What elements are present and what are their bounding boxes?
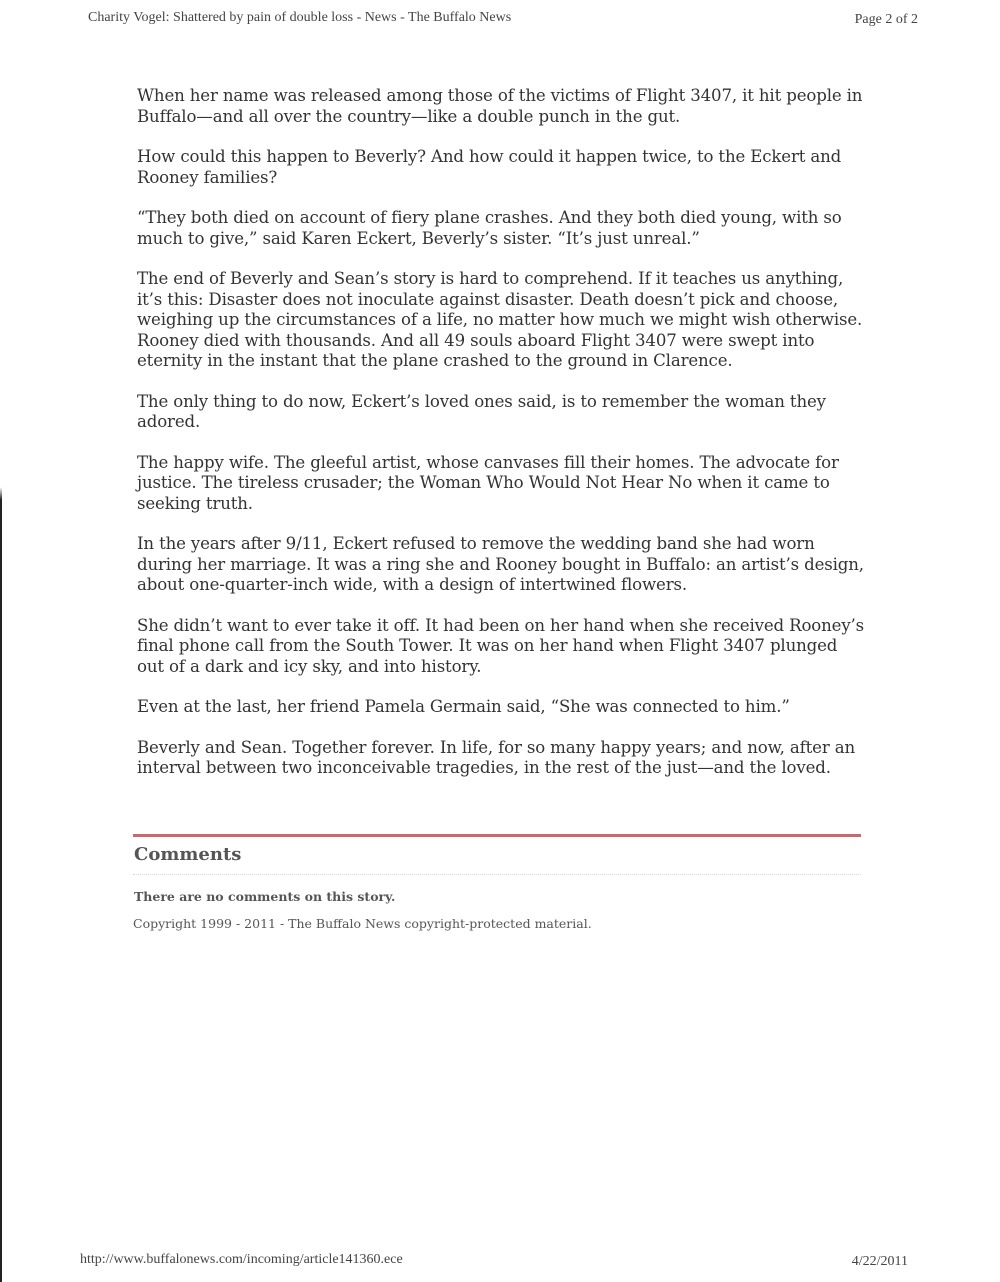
copyright-notice: Copyright 1999 - 2011 - The Buffalo News copyright-protected material. xyxy=(133,916,592,931)
article-paragraph: The end of Beverly and Sean’s story is hard to comprehend. If it teaches us anything, it’s this: Disaster does not inoculate against disaster. Death doesn’t pick and choose, weighing up the circumstances of a life, no matter how much we might wish otherwise. Rooney died with thousands. And all 49 souls aboard Flight 3407 were swept into eternity in the instant that the plane crashed to the ground in Clarence. xyxy=(137,269,863,370)
comments-divider xyxy=(133,874,861,875)
print-header-title: Charity Vogel: Shattered by pain of double loss - News - The Buffalo News xyxy=(88,10,512,25)
article-paragraph: Beverly and Sean. Together forever. In life, for so many happy years; and now, after an interval between two inconceivable tragedies, in the rest of the just—and the loved. xyxy=(137,737,856,777)
print-date: 4/22/2011 xyxy=(851,1254,908,1269)
article-paragraph: She didn’t want to ever take it off. It had been on her hand when she received Rooney’s final phone call from the South Tower. It was on her hand when Flight 3407 plunged out of a dark and icy sky, and into history. xyxy=(137,615,865,676)
article-paragraph: When her name was released among those of the victims of Flight 3407, it hit people in Buffalo—and all over the country—like a double punch in the gut. xyxy=(137,86,863,126)
article-paragraph: How could this happen to Beverly? And how could it happen twice, to the Eckert and Rooney families? xyxy=(137,147,842,187)
comments-section xyxy=(133,834,861,933)
print-header xyxy=(0,10,1000,34)
article-paragraph: “They both died on account of fiery plane crashes. And they both died young, with so much to give,” said Karen Eckert, Beverly’s sister. “It’s just unreal.” xyxy=(137,208,842,248)
article-paragraph: The happy wife. The gleeful artist, whose canvases fill their homes. The advocate for justice. The tireless crusader; the Woman Who Would Not Hear No when it came to seeking truth. xyxy=(137,452,839,513)
page-indicator: Page 2 of 2 xyxy=(854,12,918,27)
scan-edge xyxy=(0,0,2,1282)
no-comments-message: There are no comments on this story. xyxy=(134,889,396,904)
comments-heading: Comments xyxy=(134,844,242,865)
print-footer xyxy=(0,1252,1000,1276)
article-paragraph: Even at the last, her friend Pamela Germain said, “She was connected to him.” xyxy=(137,697,790,716)
page-url[interactable]: http://www.buffalonews.com/incoming/article141360.ece xyxy=(80,1252,403,1267)
article-paragraph: In the years after 9/11, Eckert refused to remove the wedding band she had worn during her marriage. It was a ring she and Rooney bought in Buffalo: an artist’s design, about one-quarter-inch wide, with a design of intertwined flowers. xyxy=(137,534,864,594)
comments-accent-rule xyxy=(133,834,861,837)
article-body xyxy=(137,86,869,799)
article-paragraph: The only thing to do now, Eckert’s loved ones said, is to remember the woman they adored. xyxy=(137,391,826,431)
